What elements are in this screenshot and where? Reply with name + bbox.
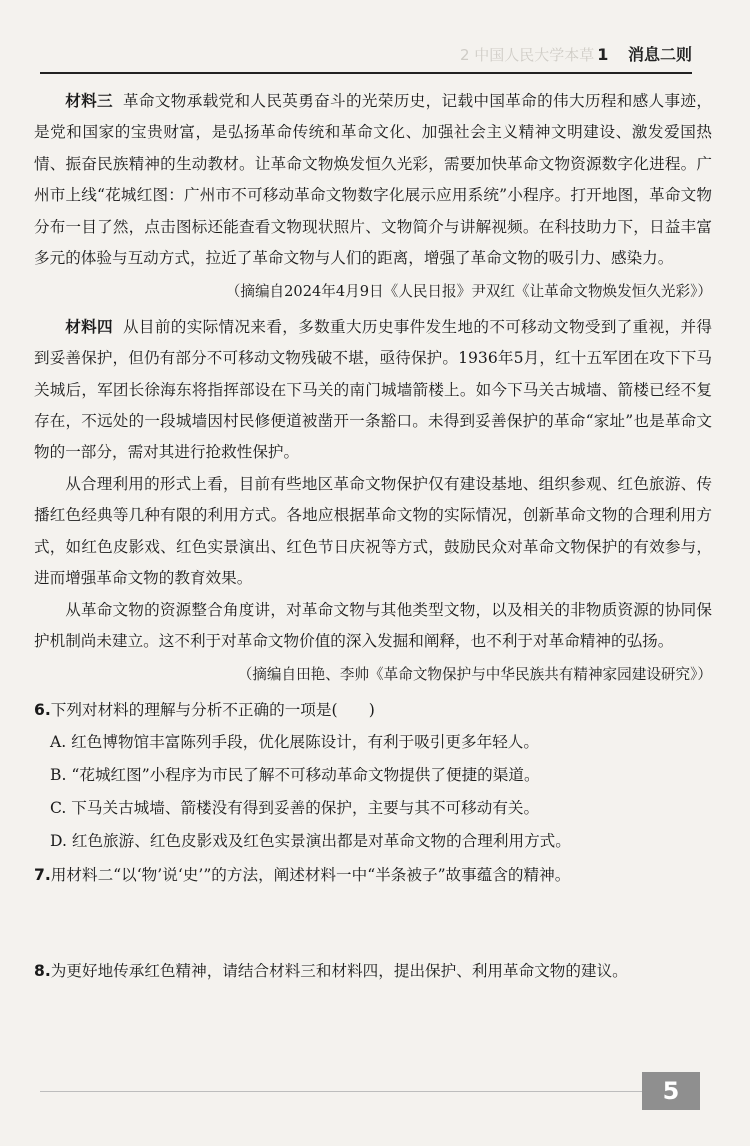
question-6-stem: 下列对材料的理解与分析不正确的一项是( ): [50, 700, 375, 719]
chapter-heading: [597, 42, 692, 65]
material-3-source: （摘编自2024年4月9日《人民日报》尹双红《让革命文物焕发恒久光彩》）: [225, 283, 712, 301]
material-4-paragraph-1: [34, 312, 712, 469]
question-6-option-c: C. 下马关古城墙、箭楼没有得到妥善的保护，主要与其不可移动有关。: [50, 799, 540, 818]
material-4-text-1: 从目前的实际情况来看，多数重大历史事件发生地的不可移动文物受到了重视，并得到妥善保护，但仍有部分不可移动文物残破不堪，亟待保护。1936年5月，红十五军团在攻下下马关城后，军团长徐海东将指挥部设在下马关的南门城墙箭楼上。如今下马关古城墙、箭楼已经不复存在，不远处的一段城墙因村民修便道被凿开一条豁口。未得到妥善保护的革命“家址”也是革命文物的一部分，需对其进行抢救性保护。: [34, 317, 712, 462]
question-7-stem: 用材料二“以‘物’说‘史’”的方法，阐述材料一中“半条被子”故事蕴含的精神。: [50, 866, 571, 885]
question-6-option-b: B. “花城红图”小程序为市民了解不可移动革命文物提供了便捷的渠道。: [50, 766, 540, 785]
question-6-option-d: D. 红色旅游、红色皮影戏及红色实景演出都是对革命文物的合理利用方式。: [50, 832, 571, 851]
question-6-option-a: A. 红色博物馆丰富陈列手段，优化展陈设计，有利于吸引更多年轻人。: [50, 733, 539, 752]
question-8-stem: 为更好地传承红色精神，请结合材料三和材料四，提出保护、利用革命文物的建议。: [50, 961, 628, 980]
question-6: [34, 695, 712, 726]
material-3-paragraph: [34, 86, 712, 274]
question-8-number: 8.: [34, 961, 51, 980]
question-6-number: 6.: [34, 700, 51, 719]
header-bleed-text: 2 中国人民大学本草: [460, 46, 595, 64]
chapter-title: 消息二则: [627, 45, 692, 64]
material-4-paragraph-3: 从革命文物的资源整合角度讲，对革命文物与其他类型文物，以及相关的非物质资源的协同保护机制尚未建立。这不利于对革命文物价值的深入发掘和阐释，也不利于对革命精神的弘扬。: [34, 600, 712, 650]
page-number: 5: [642, 1072, 700, 1110]
question-7-answer-space: [34, 892, 712, 954]
question-7-number: 7.: [34, 866, 51, 885]
material-4-label: 材料四: [65, 317, 113, 336]
material-4-source: （摘编自田艳、李帅《革命文物保护与中华民族共有精神家园建设研究》）: [237, 666, 712, 684]
footer-rule: [40, 1091, 642, 1092]
page-content: [34, 86, 712, 987]
material-4-paragraph-2: 从合理利用的形式上看，目前有些地区革命文物保护仅有建设基地、组织参观、红色旅游、传播红色经典等几种有限的利用方式。各地应根据革命文物的实际情况，创新革命文物的合理利用方式，如红色皮影戏、红色实景演出、红色节日庆祝等方式，鼓励民众对革命文物保护的有效参与，进而增强革命文物的教育效果。: [34, 474, 712, 588]
question-8: [34, 956, 712, 987]
page-header: [40, 40, 692, 74]
material-3-label: 材料三: [65, 92, 113, 110]
question-7: [34, 860, 712, 891]
material-3-text: 革命文物承载党和人民英勇奋斗的光荣历史，记载中国革命的伟大历程和感人事迹，是党和国家的宝贵财富，是弘扬革命传统和革命文化、加强社会主义精神文明建设、激发爱国热情、振奋民族精神的生动教材。让革命文物焕发恒久光彩，需要加快革命文物资源数字化进程。广州市上线“花城红图：广州市不可移动革命文物数字化展示应用系统”小程序。打开地图，革命文物分布一目了然，点击图标还能查看文物现状照片、文物简介与讲解视频。在科技助力下，日益丰富多元的体验与互动方式，拉近了革命文物与人们的距离，增强了革命文物的吸引力、感染力。: [34, 92, 712, 268]
chapter-number: 1: [597, 45, 609, 64]
